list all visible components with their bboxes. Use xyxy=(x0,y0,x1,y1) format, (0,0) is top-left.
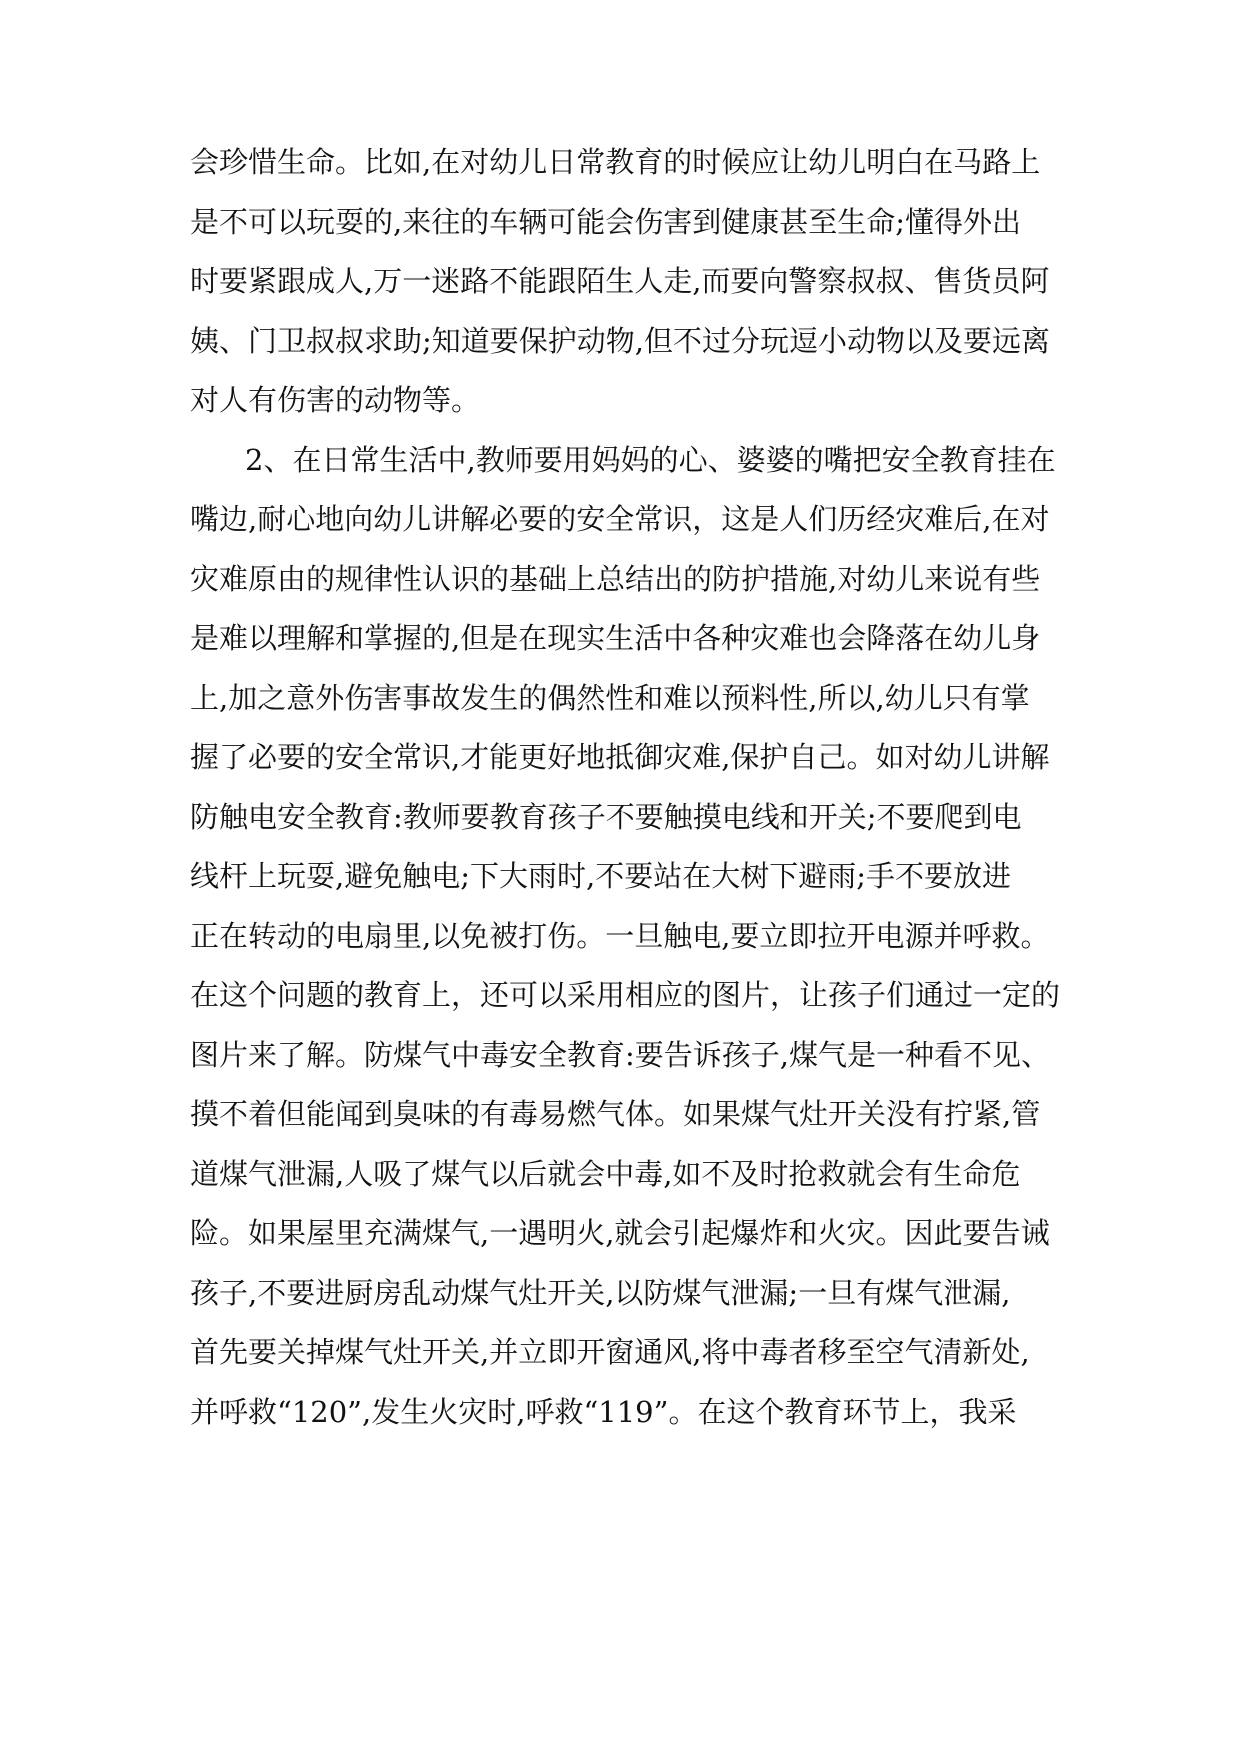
text-line: 灾难原由的规律性认识的基础上总结出的防护措施,对幼儿来说有些 xyxy=(190,562,1041,596)
text-line: 会珍惜生命。比如,在对幼儿日常教育的时候应让幼儿明白在马路上 xyxy=(190,145,1041,179)
text-line: 道煤气泄漏,人吸了煤气以后就会中毒,如不及时抢救就会有生命危 xyxy=(190,1157,1021,1191)
text-line: 摸不着但能闻到臭味的有毒易燃气体。如果煤气灶开关没有拧紧,管 xyxy=(190,1097,1041,1131)
text-line: 握了必要的安全常识,才能更好地抵御灾难,保护自己。如对幼儿讲解 xyxy=(190,740,1050,774)
text-line: 线杆上玩耍,避免触电;下大雨时,不要站在大树下避雨;手不要放进 xyxy=(190,859,1011,893)
text-line: 并呼救“120”,发生火灾时,呼救“119”。在这个教育环节上，我采 xyxy=(190,1395,1017,1429)
text-line: 首先要关掉煤气灶开关,并立即开窗通风,将中毒者移至空气清新处, xyxy=(190,1335,1030,1369)
text-line: 姨、门卫叔叔求助;知道要保护动物,但不过分玩逗小动物以及要远离 xyxy=(190,324,1050,358)
text-line: 险。如果屋里充满煤气,一遇明火,就会引起爆炸和火灾。因此要告诫 xyxy=(190,1216,1050,1250)
text-line: 对人有伤害的动物等。 xyxy=(190,383,481,417)
text-line: 嘴边,耐心地向幼儿讲解必要的安全常识，这是人们历经灾难后,在对 xyxy=(190,502,1050,536)
text-line: 上,加之意外伤害事故发生的偶然性和难以预料性,所以,幼儿只有掌 xyxy=(190,681,1030,715)
text-line: 孩子,不要进厨房乱动煤气灶开关,以防煤气泄漏;一旦有煤气泄漏, xyxy=(190,1276,1011,1310)
text-line: 图片来了解。防煤气中毒安全教育:要告诉孩子,煤气是一种看不见、 xyxy=(190,1038,1050,1072)
text-line: 时要紧跟成人,万一迷路不能跟陌生人走,而要向警察叔叔、售货员阿 xyxy=(190,264,1050,298)
text-line: 是难以理解和掌握的,但是在现实生活中各种灾难也会降落在幼儿身 xyxy=(190,621,1041,655)
text-line: 防触电安全教育:教师要教育孩子不要触摸电线和开关;不要爬到电 xyxy=(190,800,1022,834)
text-line: 正在转动的电扇里,以免被打伤。一旦触电,要立即拉开电源并呼救。 xyxy=(190,919,1050,953)
text-line: 在这个问题的教育上，还可以采用相应的图片，让孩子们通过一定的 xyxy=(190,978,1061,1012)
text-line: 是不可以玩耍的,来往的车辆可能会伤害到健康甚至生命;懂得外出 xyxy=(190,205,1021,239)
paragraph-start-line: 2、在日常生活中,教师要用妈妈的心、婆婆的嘴把安全教育挂在 xyxy=(245,443,1056,477)
